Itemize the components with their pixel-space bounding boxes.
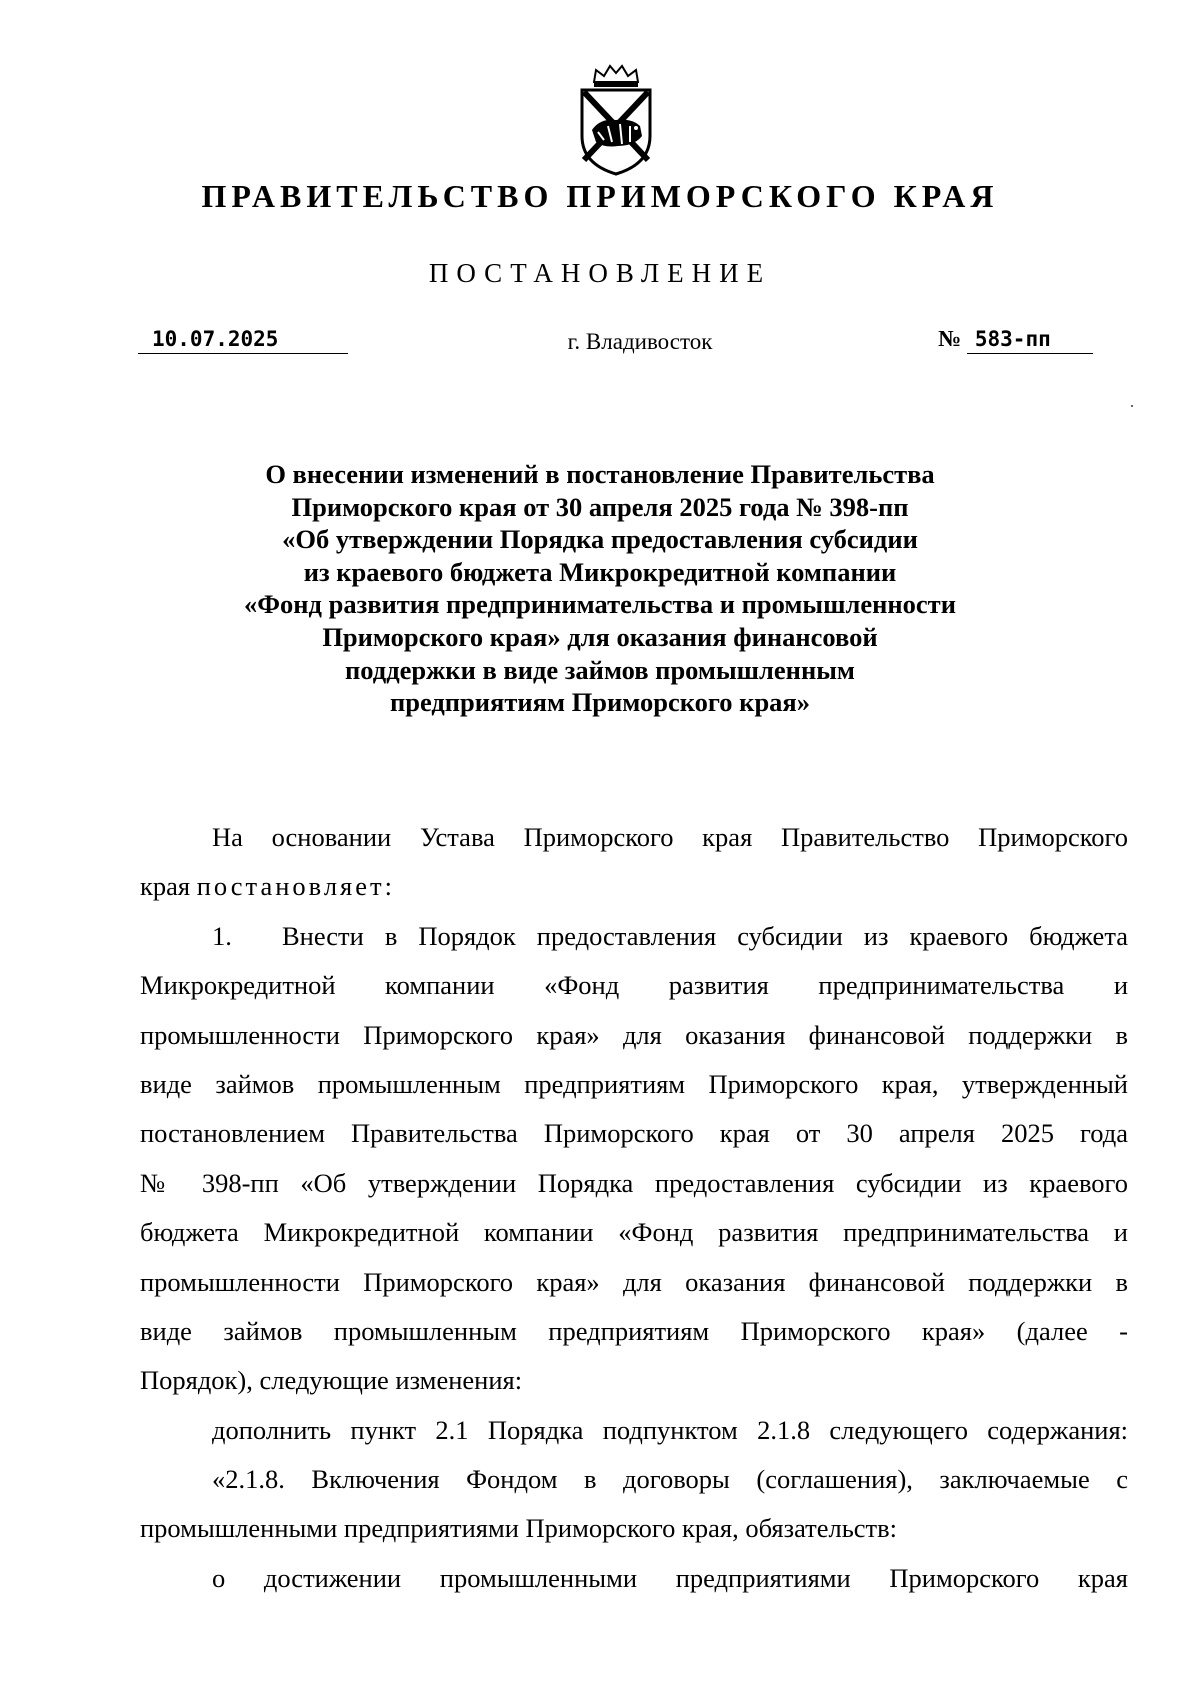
body-line: дополнить пункт 2.1 Порядка подпунктом 2.1.8 следующего содержания:: [212, 1414, 1128, 1445]
body-line: промышленными предприятиями Приморского края, обязательств:: [140, 1513, 898, 1544]
subject-line: предприятиям Приморского края»: [389, 687, 811, 718]
body-text-emphasis: постановляет:: [196, 871, 395, 902]
document-subject: [170, 458, 1030, 719]
body-line: промышленности Приморского края» для оказания финансовой поддержки в: [140, 1019, 1128, 1050]
subject-line: «Об утверждении Порядка предоставления субсидии: [282, 524, 918, 555]
number-sign: №: [938, 326, 962, 351]
body-line: Порядок), следующие изменения:: [140, 1365, 523, 1396]
subject-line: Приморского края от 30 апреля 2025 года № 398-пп: [291, 491, 909, 522]
body-line: На основании Устава Приморского края Правительство Приморского: [212, 822, 1128, 852]
body-line: «2.1.8. Включения Фондом в договоры (соглашения), заключаемые с: [212, 1464, 1128, 1495]
document-date: 10.07.2025: [138, 326, 348, 354]
document-city: г. Владивосток: [567, 329, 713, 354]
document-type: ПОСТАНОВЛЕНИЕ: [428, 258, 772, 288]
body-line: [140, 862, 1128, 911]
body-line: о достижении промышленными предприятиями Приморского края: [212, 1562, 1128, 1593]
body-line: виде займов промышленным предприятиям Приморского края, утвержденный: [140, 1068, 1128, 1099]
subject-line: «Фонд развития предпринимательства и промышленности: [244, 589, 956, 620]
government-title: ПРАВИТЕЛЬСТВО ПРИМОРСКОГО КРАЯ: [201, 178, 999, 214]
subject-line: О внесении изменений в постановление Правительства: [265, 459, 935, 489]
body-text-fragment: края: [140, 871, 191, 902]
body-line: виде займов промышленным предприятиям Приморского края» (далее -: [140, 1315, 1128, 1346]
body-line: [140, 912, 1128, 961]
document-body: [140, 813, 1128, 1603]
body-line: бюджета Микрокредитной компании «Фонд развития предпринимательства и: [140, 1217, 1128, 1248]
subject-line: поддержки в виде займов промышленным: [345, 654, 855, 685]
body-line: промышленности Приморского края» для оказания финансовой поддержки в: [140, 1266, 1128, 1297]
subject-line: Приморского края» для оказания финансовой: [322, 621, 878, 652]
document-number: 583-пп: [967, 326, 1093, 354]
document-number-block: [938, 326, 1114, 354]
scan-dot: [1131, 405, 1133, 407]
body-line: Микрокредитной компании «Фонд развития предпринимательства и: [140, 970, 1128, 1001]
body-line: постановлением Правительства Приморского края от 30 апреля 2025 года: [140, 1118, 1128, 1149]
item-number: 1.: [212, 920, 232, 951]
subject-line: из краевого бюджета Микрокредитной компании: [303, 556, 897, 587]
body-text-fragment: Внести в Порядок предоставления субсидии из краевого бюджета: [282, 920, 1128, 951]
primorsky-krai-coat-of-arms-icon: [574, 60, 658, 178]
body-line: № 398-пп «Об утверждении Порядка предоставления субсидии из краевого: [140, 1167, 1128, 1198]
